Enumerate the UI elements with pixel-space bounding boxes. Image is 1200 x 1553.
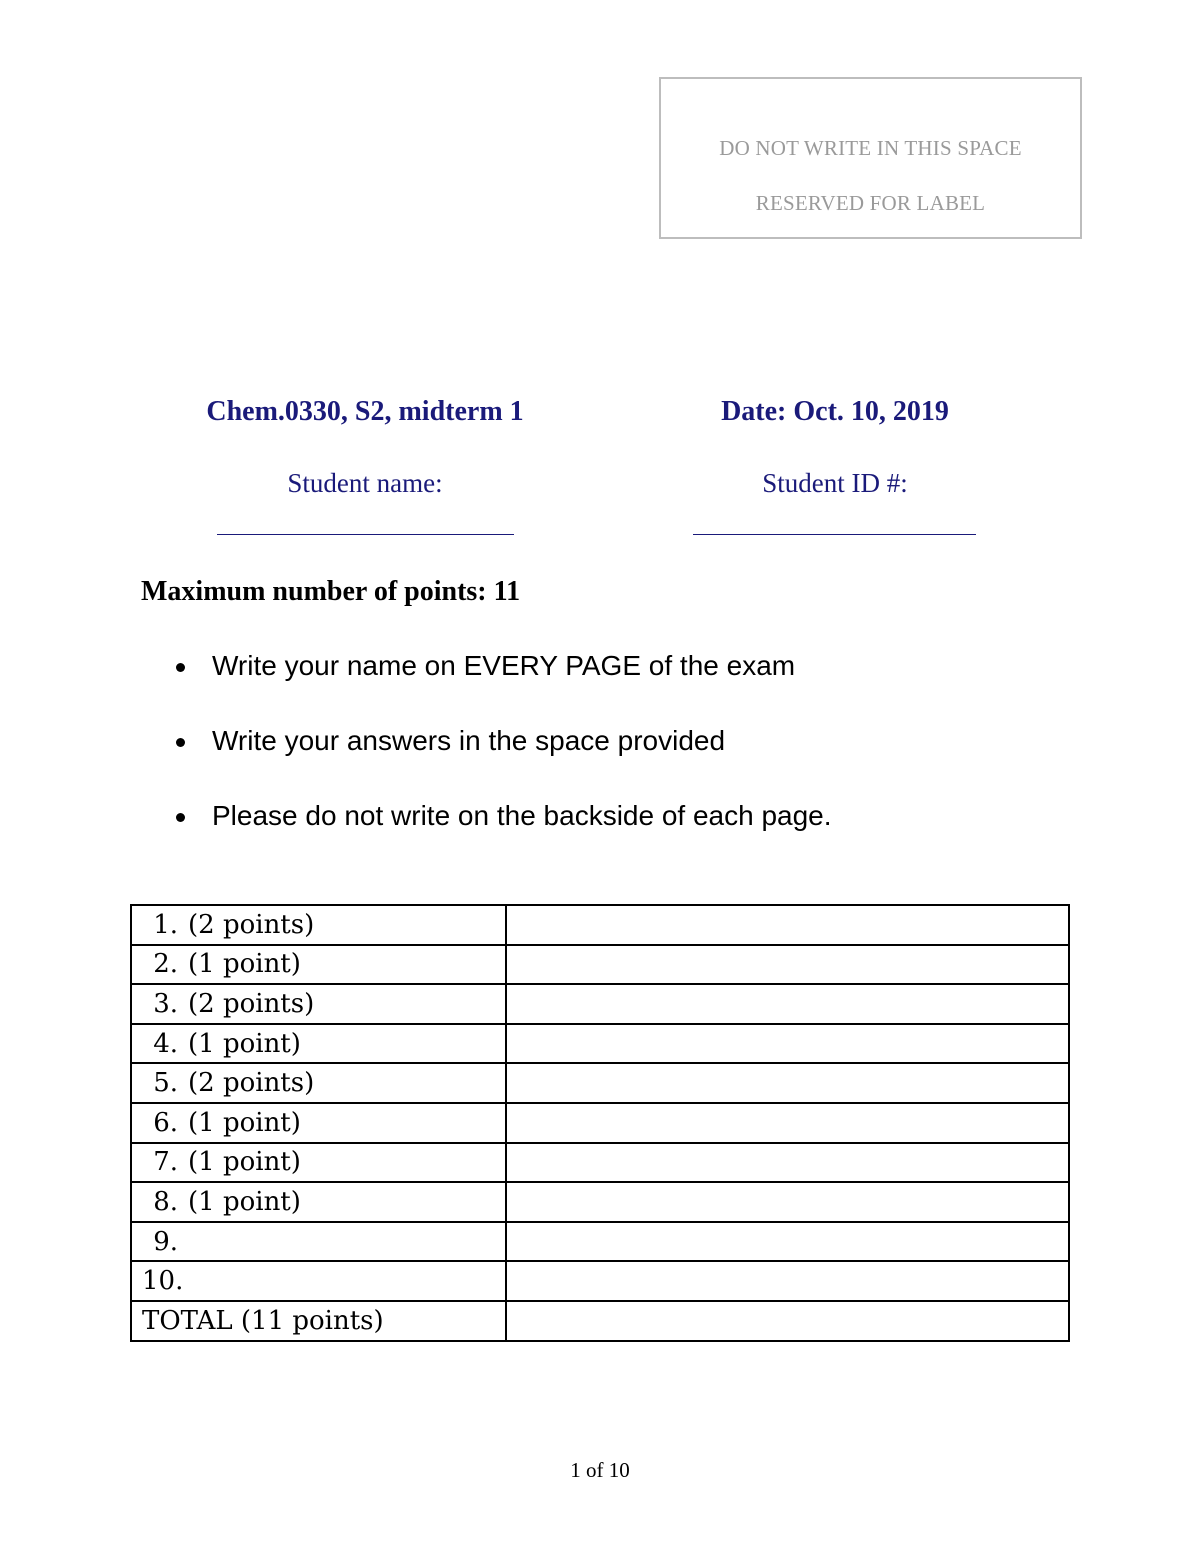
score-cell[interactable] bbox=[506, 945, 1069, 985]
question-points: (1 point) bbox=[188, 1186, 301, 1217]
exam-date: Date: Oct. 10, 2019 bbox=[721, 396, 949, 427]
score-cell[interactable] bbox=[506, 1063, 1069, 1103]
question-points: (1 point) bbox=[188, 1147, 301, 1178]
table-row bbox=[131, 984, 1069, 1024]
reserved-label-box bbox=[659, 77, 1082, 239]
question-cell bbox=[131, 1063, 506, 1103]
question-cell bbox=[131, 1222, 506, 1262]
question-cell bbox=[131, 1024, 506, 1064]
question-number: 8. bbox=[153, 1186, 178, 1217]
student-name-field[interactable] bbox=[217, 534, 514, 535]
question-number: 5. bbox=[153, 1068, 178, 1099]
question-points: (2 points) bbox=[188, 1068, 315, 1099]
bullet-icon bbox=[176, 663, 185, 672]
question-cell bbox=[131, 1143, 506, 1183]
table-row bbox=[131, 1182, 1069, 1222]
table-row bbox=[131, 1261, 1069, 1301]
question-number: 6. bbox=[153, 1107, 178, 1138]
score-cell[interactable] bbox=[506, 1143, 1069, 1183]
table-row bbox=[131, 905, 1069, 945]
student-id-field[interactable] bbox=[693, 534, 976, 535]
question-cell bbox=[131, 945, 506, 985]
question-number: 10. bbox=[142, 1266, 184, 1297]
question-cell bbox=[131, 984, 506, 1024]
question-number: 9. bbox=[153, 1226, 178, 1257]
question-points: (1 point) bbox=[188, 949, 301, 980]
question-cell bbox=[131, 1103, 506, 1143]
table-row bbox=[131, 1103, 1069, 1143]
bullet-icon bbox=[176, 738, 185, 747]
total-row bbox=[131, 1301, 1069, 1341]
instruction-text: Please do not write on the backside of each page. bbox=[212, 800, 832, 831]
question-number: 1. bbox=[153, 909, 178, 940]
table-row bbox=[131, 1143, 1069, 1183]
score-cell[interactable] bbox=[506, 905, 1069, 945]
score-cell[interactable] bbox=[506, 1103, 1069, 1143]
total-score-cell[interactable] bbox=[506, 1301, 1069, 1341]
max-points: Maximum number of points: 11 bbox=[141, 576, 521, 607]
bullet-icon bbox=[176, 813, 185, 822]
score-cell[interactable] bbox=[506, 1182, 1069, 1222]
question-points: (2 points) bbox=[188, 988, 315, 1019]
course-title: Chem.0330, S2, midterm 1 bbox=[206, 396, 524, 427]
reserved-label-line-2: RESERVED FOR LABEL bbox=[755, 191, 986, 215]
question-cell bbox=[131, 905, 506, 945]
student-name-label: Student name: bbox=[287, 468, 443, 498]
page-number: 1 of 10 bbox=[570, 1458, 630, 1482]
student-id-label: Student ID #: bbox=[762, 468, 908, 498]
score-cell[interactable] bbox=[506, 984, 1069, 1024]
table-row bbox=[131, 1222, 1069, 1262]
instruction-text: Write your answers in the space provided bbox=[212, 725, 726, 756]
total-label: TOTAL (11 points) bbox=[131, 1301, 506, 1341]
question-number: 4. bbox=[153, 1028, 178, 1059]
question-number: 7. bbox=[153, 1147, 178, 1178]
score-table bbox=[130, 904, 1070, 1342]
score-cell[interactable] bbox=[506, 1024, 1069, 1064]
reserved-label-line-1: DO NOT WRITE IN THIS SPACE bbox=[719, 136, 1022, 160]
question-number: 3. bbox=[153, 988, 178, 1019]
table-row bbox=[131, 1024, 1069, 1064]
question-cell bbox=[131, 1261, 506, 1301]
question-number: 2. bbox=[153, 949, 178, 980]
instruction-text: Write your name on EVERY PAGE of the exam bbox=[212, 650, 796, 681]
question-points: (1 point) bbox=[188, 1107, 301, 1138]
question-points: (2 points) bbox=[188, 909, 315, 940]
score-cell[interactable] bbox=[506, 1261, 1069, 1301]
table-row bbox=[131, 1063, 1069, 1103]
score-cell[interactable] bbox=[506, 1222, 1069, 1262]
question-points: (1 point) bbox=[188, 1028, 301, 1059]
question-cell bbox=[131, 1182, 506, 1222]
table-row bbox=[131, 945, 1069, 985]
